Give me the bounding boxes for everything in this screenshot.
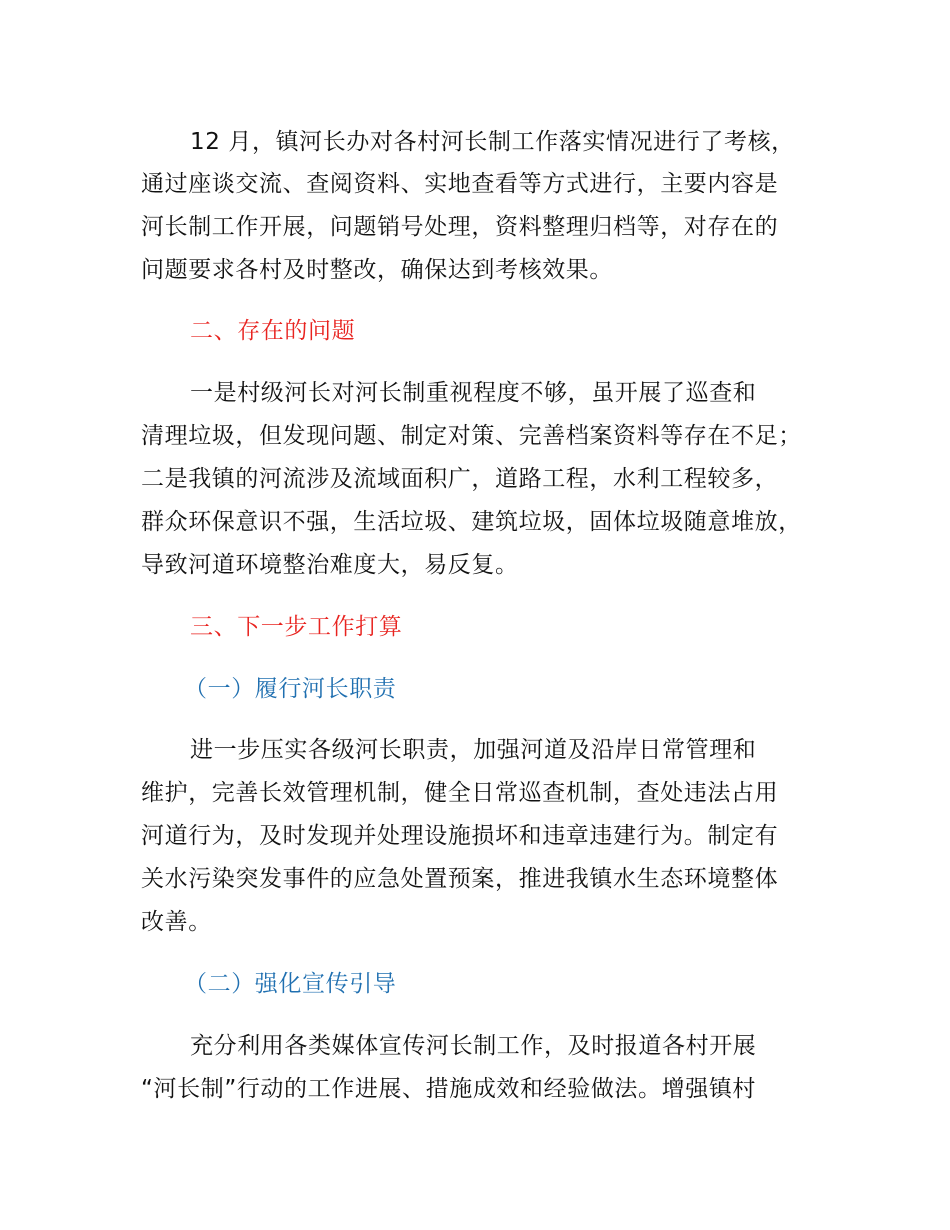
paragraph-2-line-4: 群众环保意识不强，生活垃圾、建筑垃圾，固体垃圾随意堆放， [141,509,802,535]
paragraph-2-line-2: 清理垃圾，但发现问题、制定对策、完善档案资料等存在不足； [141,423,802,449]
paragraph-3-line-5: 改善。 [141,909,212,935]
paragraph-2-line-1: 一是村级河长对河长制重视程度不够，虽开展了巡查和 [190,380,757,406]
paragraph-1-line-3: 河长制工作开展，问题销号处理，资料整理归档等，对存在的 [141,214,779,240]
paragraph-3-line-4: 关水污染突发事件的应急处置预案，推进我镇水生态环境整体 [141,866,779,892]
paragraph-3-line-1: 进一步压实各级河长职责，加强河道及沿岸日常管理和 [190,737,757,763]
paragraph-3-line-3: 河道行为，及时发现并处理设施损坏和违章违建行为。制定有 [141,823,779,849]
paragraph-4-line-2: “河长制”行动的工作进展、措施成效和经验做法。增强镇村 [141,1076,757,1102]
paragraph-1-line-4: 问题要求各村及时整改，确保达到考核效果。 [141,257,613,283]
paragraph-2-line-5: 导致河道环境整治难度大，易反复。 [141,552,519,578]
subheading-duties: （一）履行河长职责 [184,676,397,702]
section-heading-problems: 二、存在的问题 [190,318,356,344]
paragraph-1-line-2: 通过座谈交流、查阅资料、实地查看等方式进行，主要内容是 [141,171,779,197]
paragraph-3-line-2: 维护，完善长效管理机制，健全日常巡查机制，查处违法占用 [141,780,779,806]
paragraph-2-line-3: 二是我镇的河流涉及流域面积广，道路工程，水利工程较多， [141,466,779,492]
paragraph-4-line-1: 充分利用各类媒体宣传河长制工作，及时报道各村开展 [190,1033,757,1059]
subheading-publicity: （二）强化宣传引导 [184,971,397,997]
paragraph-1-line-1: 12 月，镇河长办对各村河长制工作落实情况进行了考核， [190,129,795,155]
section-heading-next-steps: 三、下一步工作打算 [190,614,403,640]
